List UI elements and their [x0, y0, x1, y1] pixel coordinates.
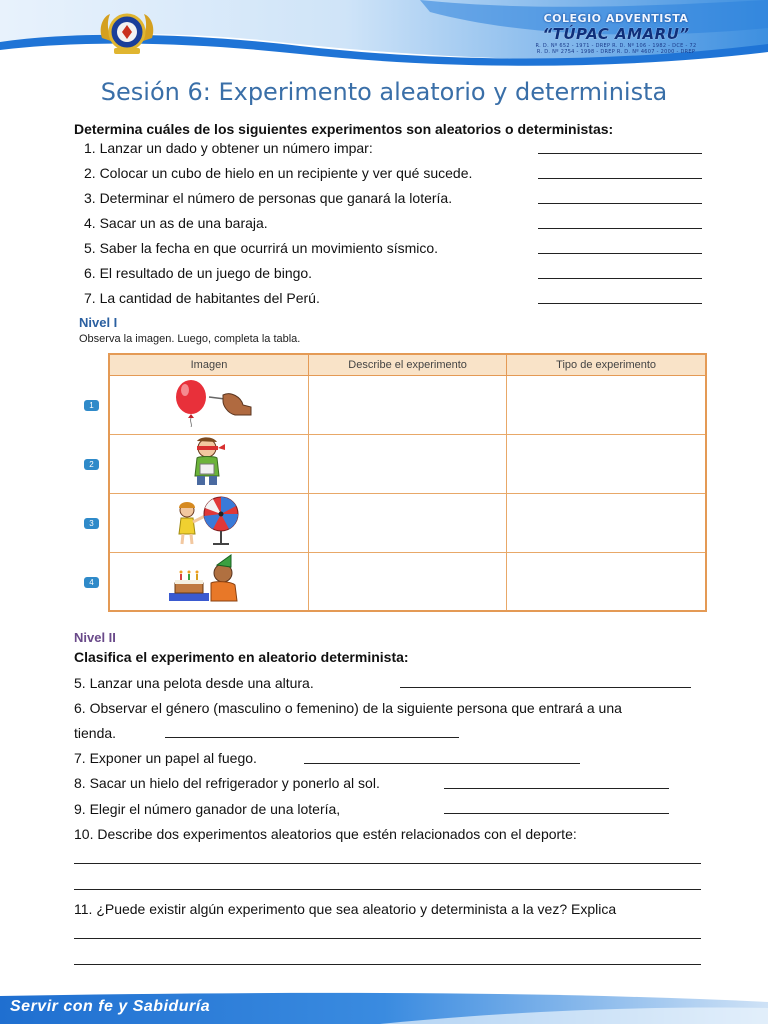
school-name — [516, 12, 716, 55]
school-logo — [96, 8, 158, 58]
describe-cell[interactable] — [308, 434, 506, 493]
table-header-row — [109, 354, 706, 375]
type-cell[interactable] — [507, 375, 706, 434]
section1-intro: Determina cuáles de los siguientes experimentos son aleatorios o deterministas: — [74, 121, 614, 137]
answer-line-7[interactable] — [304, 763, 580, 764]
question-text: 4. Sacar un as de una baraja. — [84, 215, 268, 231]
school-name-line2: “TÚPAC AMARU” — [542, 25, 690, 43]
question-9: 9. Elegir el número ganador de una lotería, — [74, 801, 341, 817]
page-footer — [0, 992, 768, 1024]
answer-line-6[interactable] — [165, 737, 459, 738]
question-text: 6. El resultado de un juego de bingo. — [84, 265, 313, 281]
answer-blank[interactable] — [538, 278, 702, 279]
describe-cell[interactable] — [308, 375, 506, 434]
row-number-badge: 2 — [84, 459, 99, 470]
describe-cell[interactable] — [308, 552, 506, 611]
school-resolution-line2: R. D. Nº 2754 - 1998 - DREP R. D. Nº 4607 - 2000 - DREP — [536, 49, 696, 55]
answer-line-9[interactable] — [444, 813, 669, 814]
footer-motto: Servir con fe y Sabiduría — [10, 998, 211, 1015]
question-5: 5. Lanzar una pelota desde una altura. — [74, 675, 314, 691]
image-cell — [109, 434, 308, 493]
school-resolution-line1: R. D. Nº 652 - 1971 - DREP R. D. Nº 106 - 1982 - DCE - 72 — [535, 43, 697, 49]
page-title: Sesión 6: Experimento aleatorio y determinista — [100, 78, 668, 106]
answer-blank[interactable] — [538, 228, 702, 229]
answer-line-11a[interactable] — [74, 938, 701, 939]
experiment-table — [108, 353, 707, 612]
balloon-pin-icon — [159, 377, 259, 427]
question-text: 1. Lanzar un dado y obtener un número impar: — [84, 140, 373, 156]
girl-spinner-wheel-icon — [159, 494, 259, 546]
column-header-describe: Describe el experimento — [308, 354, 506, 375]
row-number-badge: 3 — [84, 518, 99, 529]
blindfolded-child-icon — [159, 436, 259, 486]
page-header — [0, 0, 768, 70]
question-10: 10. Describe dos experimentos aleatorios que estén relacionados con el deporte: — [74, 826, 577, 842]
question-item — [84, 264, 704, 289]
question-6: 6. Observar el género (masculino o femenino) de la siguiente persona que entrará a una — [74, 700, 622, 716]
column-header-image: Imagen — [109, 354, 308, 375]
question-item — [84, 139, 704, 164]
type-cell[interactable] — [507, 434, 706, 493]
question-text: 5. Saber la fecha en que ocurrirá un movimiento sísmico. — [84, 240, 439, 256]
image-cell — [109, 375, 308, 434]
row-number-badge: 4 — [84, 577, 99, 588]
answer-blank[interactable] — [538, 303, 702, 304]
table-row — [109, 375, 706, 434]
image-cell — [109, 493, 308, 552]
table-row — [109, 434, 706, 493]
answer-line-11b[interactable] — [74, 964, 701, 965]
type-cell[interactable] — [507, 552, 706, 611]
answer-blank[interactable] — [538, 153, 702, 154]
answer-line-8[interactable] — [444, 788, 669, 789]
answer-line-5[interactable] — [400, 687, 691, 688]
table-row — [109, 552, 706, 611]
image-cell — [109, 552, 308, 611]
question-item — [84, 214, 704, 239]
table-row — [109, 493, 706, 552]
nivel2-intro: Clasifica el experimento en aleatorio determinista: — [74, 649, 409, 665]
nivel2-label: Nivel II — [74, 630, 116, 645]
question-7: 7. Exponer un papel al fuego. — [74, 750, 257, 766]
question-text: 7. La cantidad de habitantes del Perú. — [84, 290, 320, 306]
question-8: 8. Sacar un hielo del refrigerador y ponerlo al sol. — [74, 775, 380, 791]
nivel1-instruction: Observa la imagen. Luego, completa la tabla. — [79, 333, 301, 345]
question-6-continuation: tienda. — [74, 725, 117, 741]
answer-blank[interactable] — [538, 203, 702, 204]
type-cell[interactable] — [507, 493, 706, 552]
row-number-badge: 1 — [84, 400, 99, 411]
answer-line-10b[interactable] — [74, 889, 701, 890]
describe-cell[interactable] — [308, 493, 506, 552]
question-11: 11. ¿Puede existir algún experimento que sea aleatorio y determinista a la vez? Explica — [74, 901, 617, 917]
answer-blank[interactable] — [538, 178, 702, 179]
answer-line-10a[interactable] — [74, 863, 701, 864]
school-name-line1: COLEGIO ADVENTISTA — [543, 12, 689, 25]
answer-blank[interactable] — [538, 253, 702, 254]
question-item — [84, 289, 704, 314]
question-text: 3. Determinar el número de personas que ganará la lotería. — [84, 190, 453, 206]
question-item — [84, 239, 704, 264]
column-header-type: Tipo de experimento — [507, 354, 706, 375]
question-item — [84, 189, 704, 214]
section1-question-list — [84, 139, 704, 314]
question-item — [84, 164, 704, 189]
nivel1-label: Nivel I — [79, 315, 118, 330]
question-text: 2. Colocar un cubo de hielo en un recipiente y ver qué sucede. — [84, 165, 473, 181]
birthday-cake-child-icon — [159, 553, 259, 605]
